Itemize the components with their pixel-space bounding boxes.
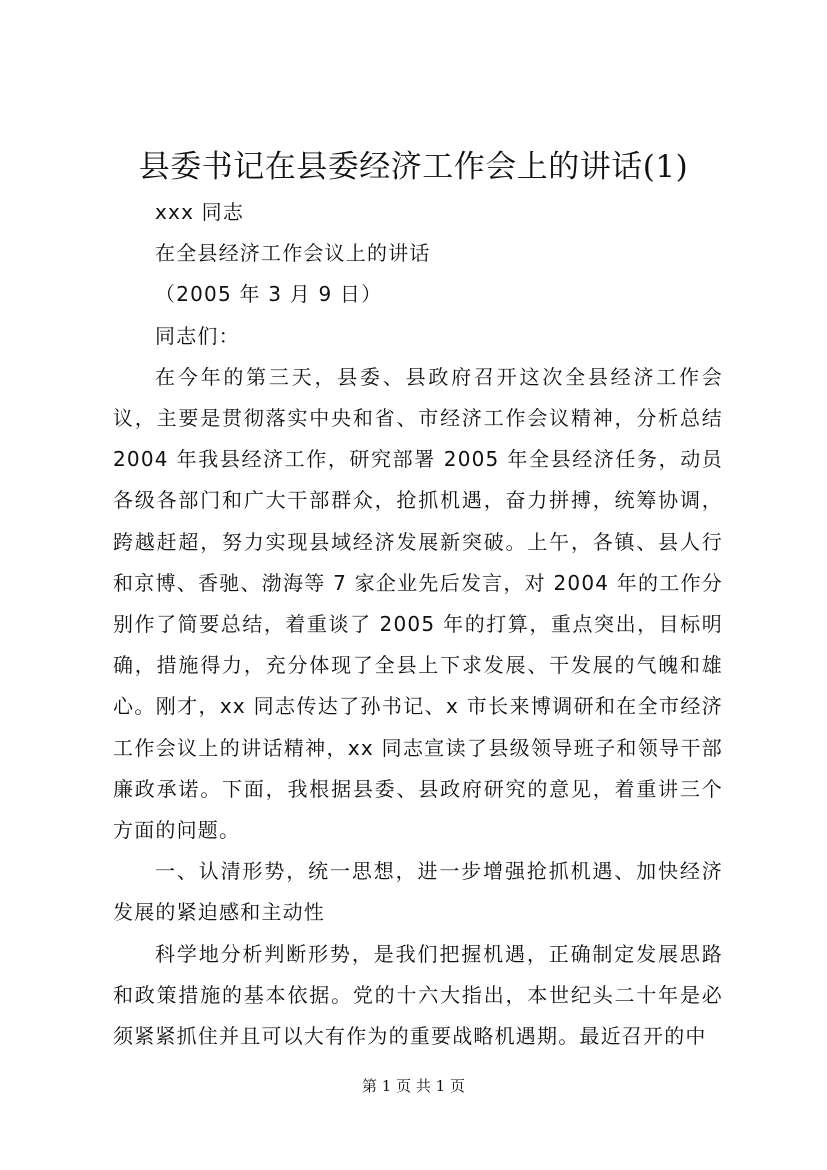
addressee-line: xxx 同志 bbox=[155, 200, 245, 224]
body-paragraph-1: 在今年的第三天，县委、县政府召开这次全县经济工作会议，主要是贯彻落实中央和省、市经济工作会议精神，分析总结 2004 年我县经济工作，研究部署 2005 年全县经济任务，动员各级各部门和广大干部群众，抢抓机遇，奋力拼搏，统筹协调，跨越赶超，努力实现县域经济发展新突破。上午，各镇、县人行和京博、香驰、渤海等 7 家企业先后发言，对 2004 年的工作分别作了简要总结，着重谈了 2005 年的打算，重点突出，目标明确，措施得力，充分体现了全县上下求发展、干发展的气魄和雄心。刚才，xx 同志传达了孙书记、x 市长来博调研和在全市经济工作会议上的讲话精神，xx 同志宣读了县级领导班子和领导干部廉政承诺。下面，我根据县委、县政府研究的意见，着重讲三个方面的问题。 bbox=[113, 364, 723, 843]
document-body bbox=[113, 192, 723, 1057]
body-paragraph-2: 科学地分析判断形势，是我们把握机遇，正确制定发展思路和政策措施的基本依据。党的十六大指出，本世纪头二十年是必须紧紧抓住并且可以大有作为的重要战略机遇期。最近召开的中 bbox=[113, 941, 723, 1049]
speech-date: （2005 年 3 月 9 日） bbox=[155, 282, 383, 307]
page-footer: 第 1 页 共 1 页 bbox=[362, 1077, 465, 1095]
salutation: 同志们： bbox=[155, 323, 240, 348]
section-heading-1: 一、认清形势，统一思想，进一步增强抢抓机遇、加快经济发展的紧迫感和主动性 bbox=[113, 859, 723, 925]
speech-subtitle: 在全县经济工作会议上的讲话 bbox=[155, 241, 431, 266]
document-title: 县委书记在县委经济工作会上的讲话(1) bbox=[138, 149, 689, 185]
